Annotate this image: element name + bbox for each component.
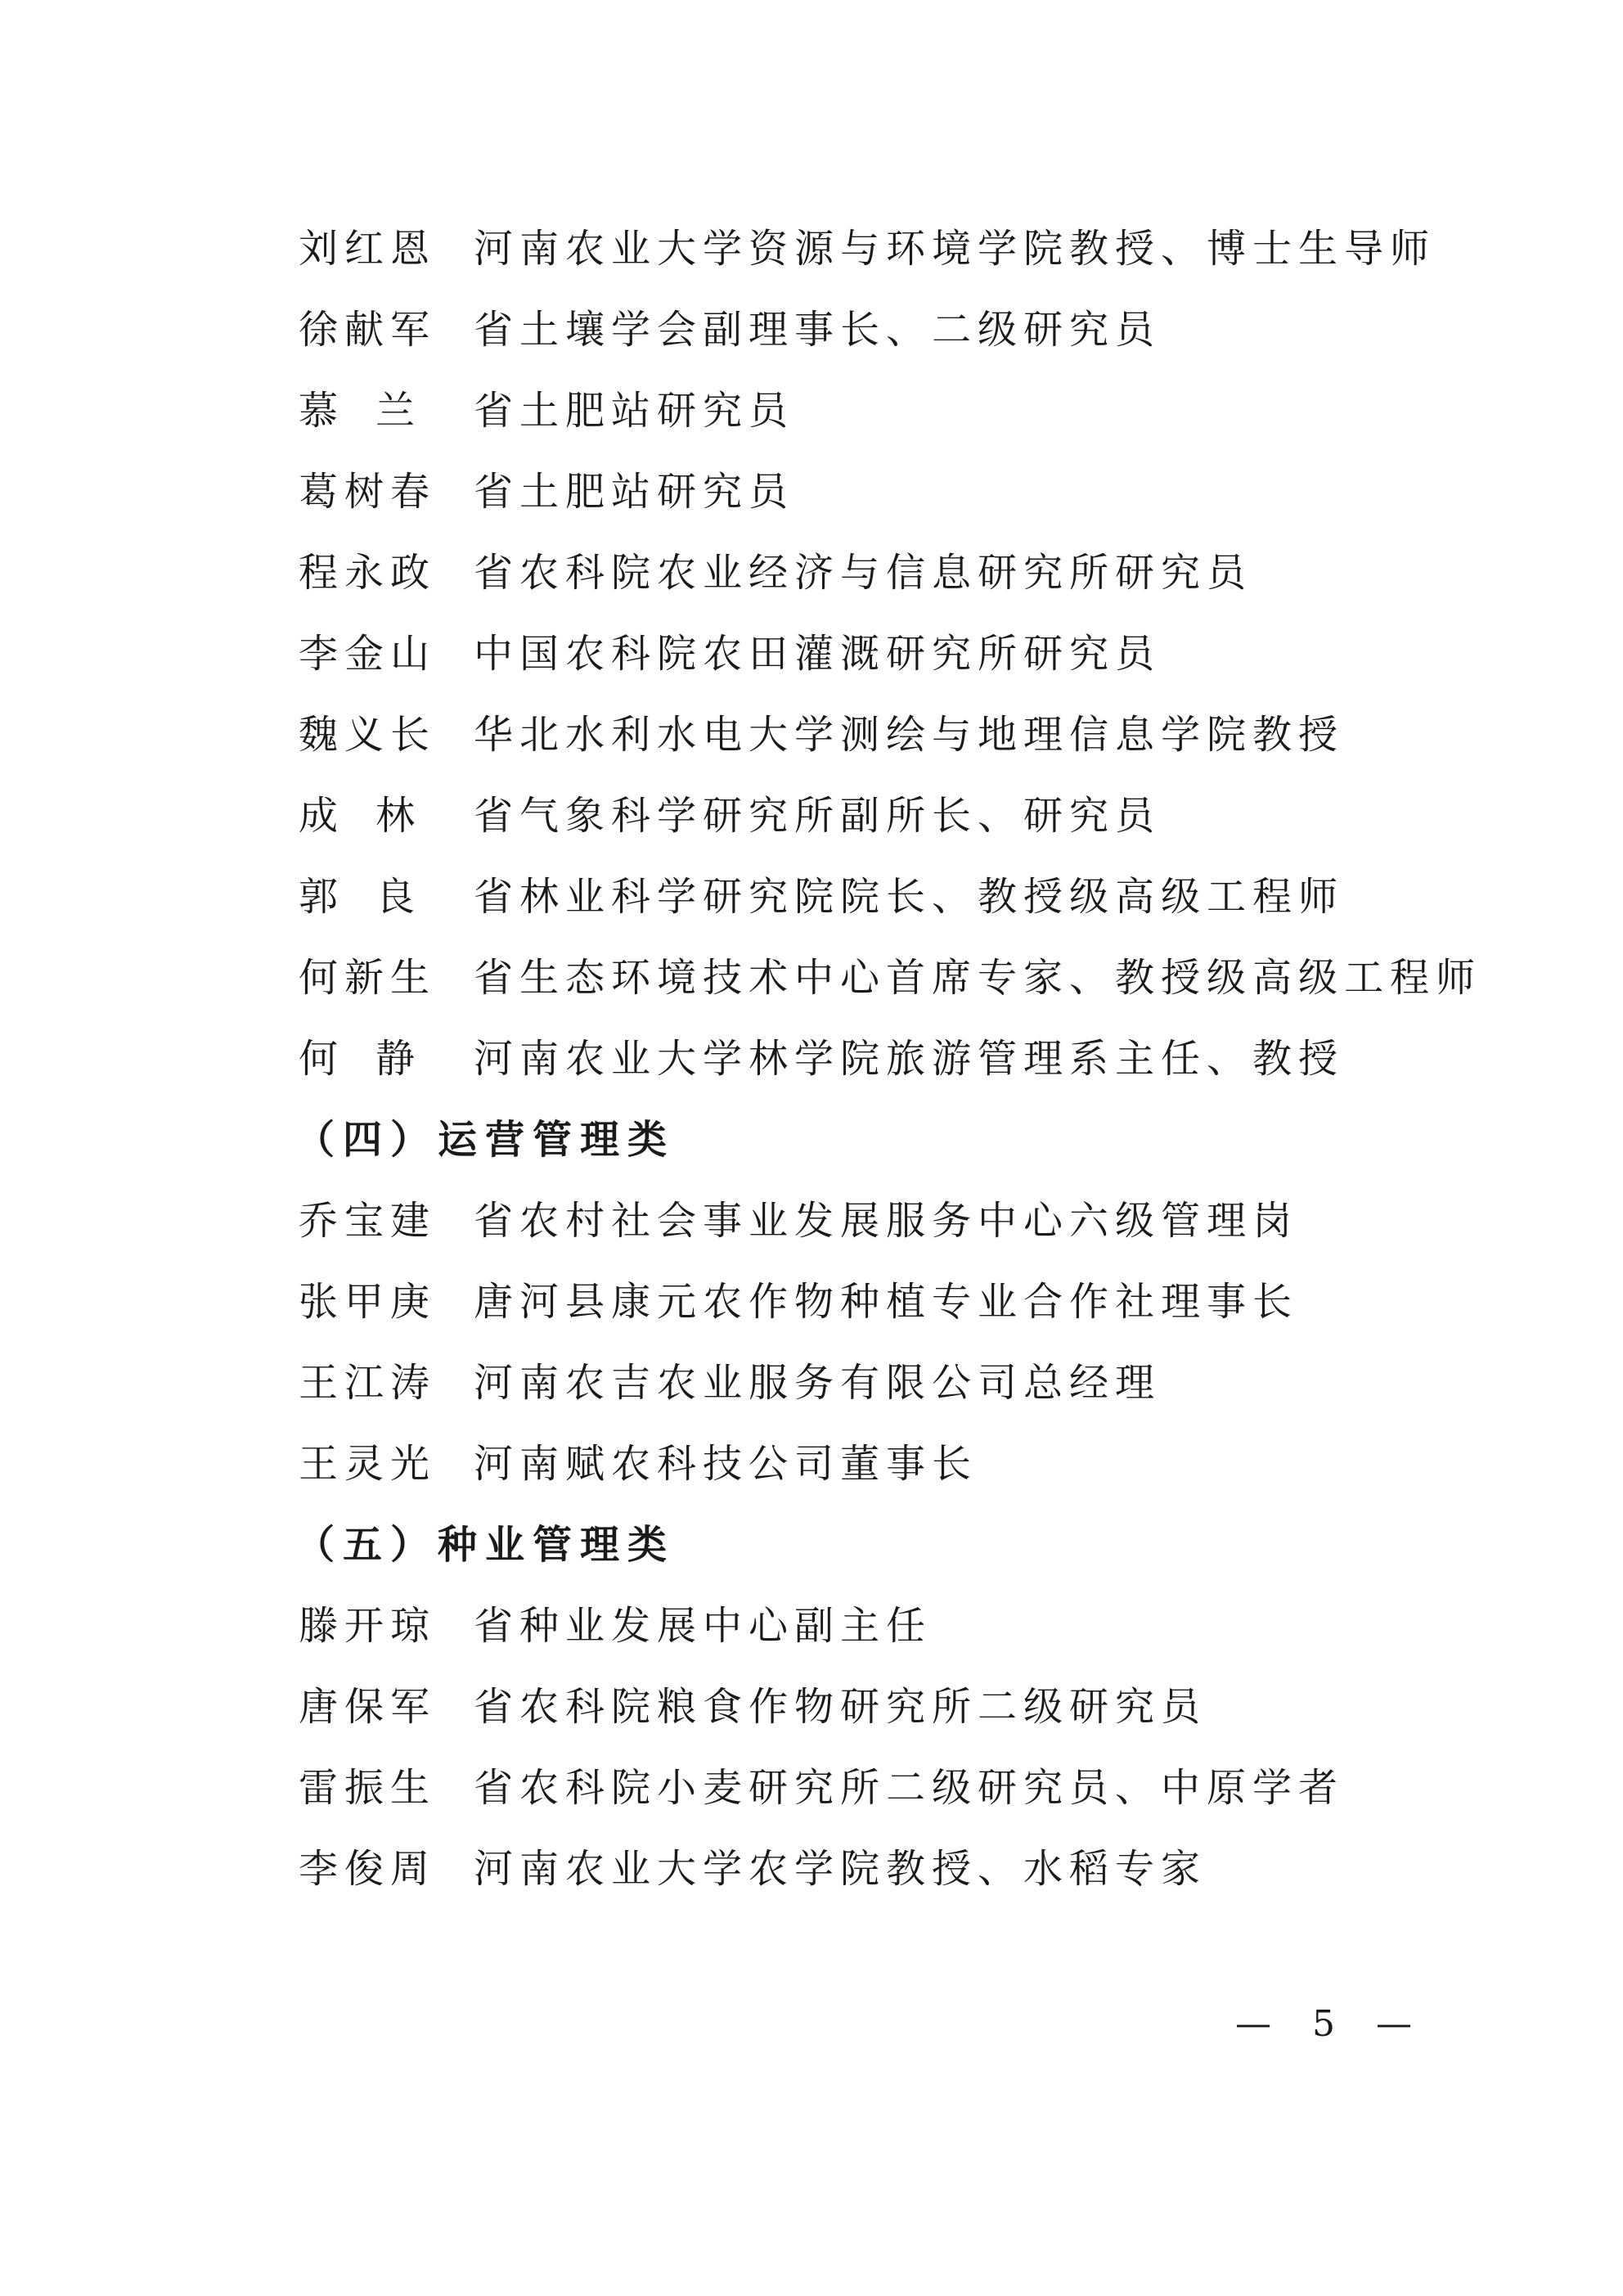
expert-title: 华北水利水电大学测绘与地理信息学院教授 bbox=[474, 712, 1345, 758]
expert-title: 省农科院小麦研究所二级研究员、中原学者 bbox=[474, 1765, 1345, 1811]
expert-title: 省林业科学研究院院长、教授级高级工程师 bbox=[474, 874, 1345, 920]
expert-title: 河南农吉农业服务有限公司总经理 bbox=[474, 1360, 1162, 1406]
expert-title: 省土肥站研究员 bbox=[474, 388, 795, 434]
expert-title: 省农科院粮食作物研究所二级研究员 bbox=[474, 1684, 1207, 1730]
expert-title: 省农科院农业经济与信息研究所研究员 bbox=[474, 550, 1253, 596]
expert-row bbox=[299, 205, 1485, 286]
expert-row bbox=[299, 1744, 1485, 1825]
expert-name: 雷 振 生 bbox=[299, 1765, 437, 1811]
expert-title: 省土肥站研究员 bbox=[474, 469, 795, 515]
expert-list bbox=[295, 205, 1485, 1906]
expert-name: 葛 树 春 bbox=[299, 469, 437, 515]
expert-row bbox=[299, 772, 1485, 853]
section-heading: （四）运营管理类 bbox=[295, 1117, 676, 1163]
expert-row bbox=[299, 1015, 1485, 1096]
expert-name: 李 俊 周 bbox=[299, 1846, 437, 1892]
expert-title: 河南农业大学资源与环境学院教授、博士生导师 bbox=[474, 226, 1436, 272]
expert-row bbox=[299, 529, 1485, 610]
expert-name: 成 林 bbox=[299, 793, 421, 839]
expert-row bbox=[299, 448, 1485, 529]
expert-name: 刘 红 恩 bbox=[299, 226, 437, 272]
expert-name: 何 新 生 bbox=[299, 955, 437, 1001]
expert-name: 乔 宝 建 bbox=[299, 1198, 437, 1244]
expert-title: 河南农业大学林学院旅游管理系主任、教授 bbox=[474, 1036, 1345, 1082]
expert-name: 王 江 涛 bbox=[299, 1360, 437, 1406]
expert-title: 唐河县康元农作物种植专业合作社理事长 bbox=[474, 1279, 1299, 1325]
expert-name: 程 永 政 bbox=[299, 550, 437, 596]
page-number: — 5 — bbox=[1235, 2003, 1427, 2045]
expert-name: 李 金 山 bbox=[299, 631, 437, 677]
expert-name: 何 静 bbox=[299, 1036, 421, 1082]
expert-row bbox=[299, 1663, 1485, 1744]
expert-name: 王 灵 光 bbox=[299, 1441, 437, 1487]
section-heading: （五）种业管理类 bbox=[295, 1522, 676, 1568]
expert-row bbox=[299, 1825, 1485, 1906]
expert-title: 省种业发展中心副主任 bbox=[474, 1603, 933, 1649]
expert-row bbox=[299, 934, 1485, 1015]
expert-name: 唐 保 军 bbox=[299, 1684, 437, 1730]
expert-row bbox=[299, 691, 1485, 772]
expert-title: 河南农业大学农学院教授、水稻专家 bbox=[474, 1846, 1207, 1892]
expert-name: 徐 献 军 bbox=[299, 307, 437, 353]
expert-row bbox=[299, 1177, 1485, 1258]
expert-title: 省农村社会事业发展服务中心六级管理岗 bbox=[474, 1198, 1299, 1244]
expert-name: 郭 良 bbox=[299, 874, 421, 920]
expert-row bbox=[299, 1339, 1485, 1420]
expert-name: 张 甲 庚 bbox=[299, 1279, 437, 1325]
expert-name: 滕 开 琼 bbox=[299, 1603, 437, 1649]
expert-title: 省气象科学研究所副所长、研究员 bbox=[474, 793, 1162, 839]
expert-title: 中国农科院农田灌溉研究所研究员 bbox=[474, 631, 1162, 677]
expert-row bbox=[299, 286, 1485, 367]
expert-title: 省生态环境技术中心首席专家、教授级高级工程师 bbox=[474, 955, 1482, 1001]
expert-row bbox=[299, 853, 1485, 934]
expert-row bbox=[299, 1582, 1485, 1663]
expert-title: 河南赋农科技公司董事长 bbox=[474, 1441, 978, 1487]
expert-row bbox=[299, 1258, 1485, 1339]
expert-name: 魏 义 长 bbox=[299, 712, 437, 758]
expert-name: 慕 兰 bbox=[299, 388, 421, 434]
expert-title: 省土壤学会副理事长、二级研究员 bbox=[474, 307, 1162, 353]
expert-row bbox=[299, 610, 1485, 691]
expert-row bbox=[299, 1420, 1485, 1501]
expert-row bbox=[299, 367, 1485, 448]
